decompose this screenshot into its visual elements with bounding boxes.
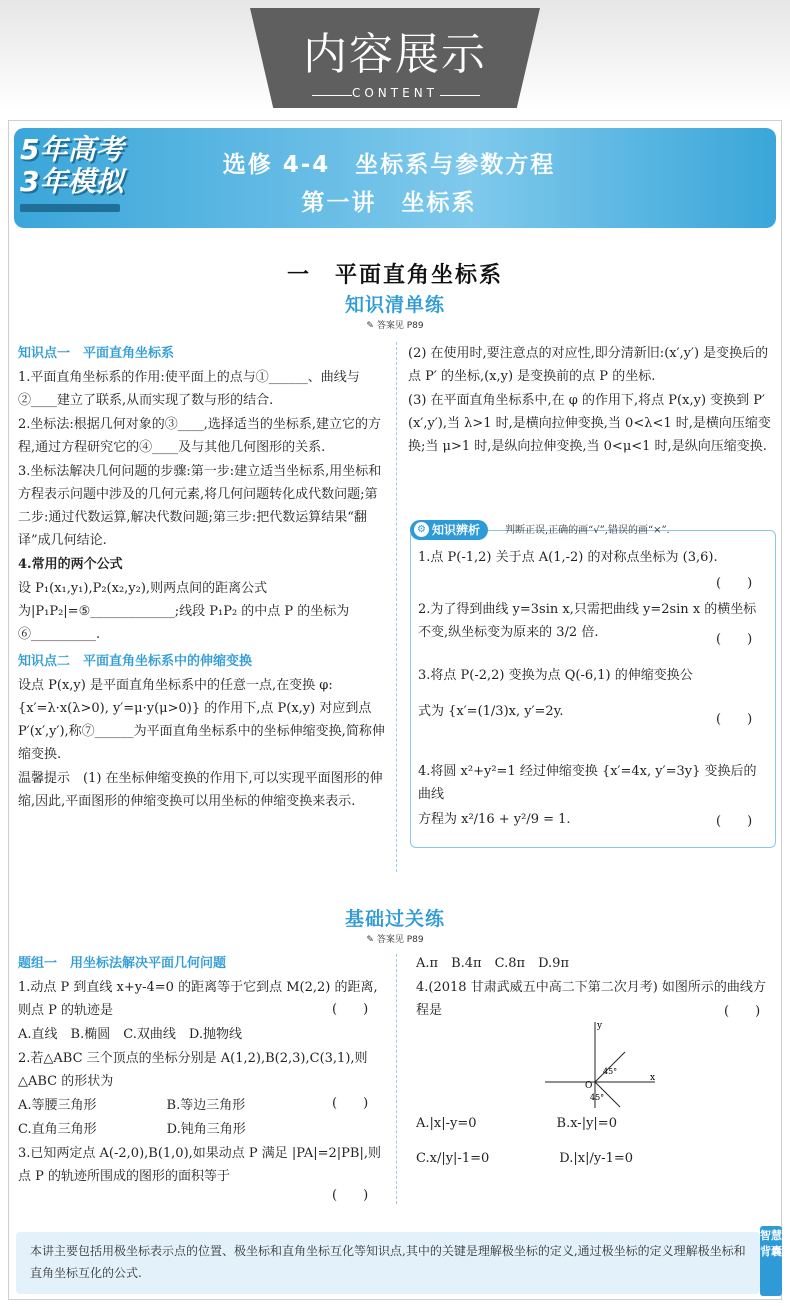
kp2-p6: 设点 P(x,y) 是平面直角坐标系中的任意一点,在变换 φ:{x′=λ·x(λ>0), y′=μ·y(μ>0)} 的作用下,点 P(x,y) 对应到点 P′(x′,y′),称⑦______为平面直角坐标系中的坐标伸缩变换,简称伸缩变换. [18,678,385,762]
analysis-q2-paren[interactable]: ( ) [716,632,753,647]
angle-label-up: 45° [603,1067,618,1076]
analysis-q1: 1.点 P(-1,2) 关于点 A(1,-2) 的对称点坐标为 (3,6). [418,550,718,565]
analysis-hint: 判断正误,正确的画“√”,错误的画“×”. [505,525,670,536]
kp2-heading: 知识点二 平面直角坐标系中的伸缩变换 [18,654,253,669]
analysis-q2: 2.为了得到曲线 y=3sin x,只需把曲线 y=2sin x 的横坐标不变,纵坐标变为原来的 3/2 倍. [418,602,757,640]
kp2-p7: 温馨提示 (1) 在坐标伸缩变换的作用下,可以实现平面图形的伸缩,因此,平面图形的伸缩变换可以用坐标的伸缩变换来表示. [18,771,383,809]
g1-q3-options: A.π B.4π C.8π D.9π [416,956,569,971]
g1-q2-options-a: A.等腰三角形 B.等边三角形 [18,1098,246,1113]
analysis-q3a: 3.将点 P(-2,2) 变换为点 Q(-6,1) 的伸缩变换公 [418,668,693,683]
left-column [18,342,386,814]
pen-icon: ✎ [366,935,377,945]
summary-tag: 智慧背囊 [760,1226,782,1296]
section-title: 一 平面直角坐标系 [286,263,503,288]
pen-icon: ✎ [366,321,377,331]
column-divider-top [396,342,397,872]
kp1-p2: 2.坐标法:根据几何对象的③____,选择适当的坐标系,建立它的方程,通过方程研究它的④____及与其他几何图形的关系. [18,417,382,455]
chapter-subtitle: 第一讲 坐标系 [301,190,477,216]
kp1-p5: 设 P₁(x₁,y₁),P₂(x₂,y₂),则两点间的距离公式为|P₁P₂|=⑤_____________;线段 P₁P₂ 的中点 P 的坐标为⑥__________. [18,581,350,642]
curve-figure [540,1020,660,1110]
analysis-q1-paren[interactable]: ( ) [716,576,753,591]
g1-q2-options-b: C.直角三角形 D.钝角三角形 [18,1122,246,1137]
analysis-q3b: 式为 {x′=(1/3)x, y′=2y. [418,704,564,719]
right-p1: (2) 在使用时,要注意点的对应性,即分清新旧:(x′,y′) 是变换后的点 P′ 的坐标,(x,y) 是变换前的点 P 的坐标. [408,346,769,384]
column-divider-bottom [396,954,397,1204]
chapter-title: 选修 4-4 坐标系与参数方程 [222,152,556,178]
logo-line2: 3年模拟 [20,165,124,198]
angle-label-down: 45° [590,1093,605,1102]
g1-q1-options: A.直线 B.椭圆 C.双曲线 D.抛物线 [18,1027,242,1042]
g1-q4: 4.(2018 甘肃武威五中高二下第二次月考) 如图所示的曲线方程是 [416,980,766,1018]
g1-q4-options-a: A.|x|-y=0 B.x-|y|=0 [416,1116,617,1131]
logo-line1: 5年高考 [20,133,124,166]
x-label: x [650,1073,656,1083]
analysis-q4a: 4.将圆 x²+y²=1 经过伸缩变换 {x′=4x, y′=3y} 变换后的曲线 [418,764,757,802]
practice2-answer-ref: ✎ 答案见 P89 [366,935,424,945]
practice1-title: 知识清单练 [344,294,445,316]
right-column [408,342,776,459]
g1-q3-paren[interactable]: ( ) [332,1188,369,1203]
chapter-header [14,128,776,228]
kp1-p3: 3.坐标法解决几何问题的步骤:第一步:建立适当坐标系,用坐标和方程表示问题中涉及的几何元素,将几何问题转化成代数问题;第二步:通过代数运算,解决代数问题;第三步:把代数运算结果“翻译”成几何结论. [18,464,382,548]
practice2-title: 基础过关练 [344,908,445,930]
group1-left [18,952,388,1189]
gear-icon: ⚙ [414,522,429,537]
analysis-q4b: 方程为 x²/16 + y²/9 = 1. [418,812,571,827]
g1-q3: 3.已知两定点 A(-2,0),B(1,0),如果动点 P 满足 |PA|=2|PB|,则点 P 的轨迹所围成的图形的面积等于 [18,1146,381,1184]
g1-q4-paren[interactable]: ( ) [724,1004,761,1019]
analysis-q4-paren[interactable]: ( ) [716,814,753,829]
g1-q4-options-b: C.x/|y|-1=0 D.|x|/y-1=0 [416,1151,633,1166]
g1-q1: 1.动点 P 到直线 x+y-4=0 的距离等于它到点 M(2,2) 的距离,则点 P 的轨迹是 [18,980,378,1018]
banner-title: 内容展示 [303,29,487,80]
summary-box: 本讲主要包括用极坐标表示点的位置、极坐标和直角坐标互化等知识点,其中的关键是理解极坐标的定义,通过极坐标的定义理解极坐标和直角坐标互化的公式. [16,1232,760,1294]
group1-heading: 题组一 用坐标法解决平面几何问题 [18,956,227,971]
origin-label: O [585,1081,593,1091]
kp1-p1: 1.平面直角坐标系的作用:使平面上的点与①______、曲线与②____建立了联系,从而实现了数与形的结合. [18,370,360,408]
logo-bar [20,204,120,212]
practice1-answer-ref: ✎ 答案见 P89 [366,321,424,331]
banner-subtitle: CONTENT [351,86,439,100]
kp1-p4: 4.常用的两个公式 [18,557,123,572]
analysis-tag: ⚙ 知识辨析 [410,520,488,540]
group1-right [416,952,776,1023]
analysis-q3-paren[interactable]: ( ) [716,712,753,727]
series-logo [20,134,140,222]
g1-q1-paren[interactable]: ( ) [332,1002,369,1017]
g1-q2: 2.若△ABC 三个顶点的坐标分别是 A(1,2),B(2,3),C(3,1),则△ABC 的形状为 [18,1051,368,1089]
kp1-heading: 知识点一 平面直角坐标系 [18,346,175,361]
y-label: y [597,1021,603,1031]
g1-q4-options [416,1112,776,1171]
g1-q2-paren[interactable]: ( ) [332,1096,369,1111]
right-p2: (3) 在平面直角坐标系中,在 φ 的作用下,将点 P(x,y) 变换到 P′(x′,y′),当 λ>1 时,是横向拉伸变换,当 0<λ<1 时,是横向压缩变换;当 μ>1 时,是纵向拉伸变换,当 0<μ<1 时,是纵向压缩变换. [408,393,771,454]
